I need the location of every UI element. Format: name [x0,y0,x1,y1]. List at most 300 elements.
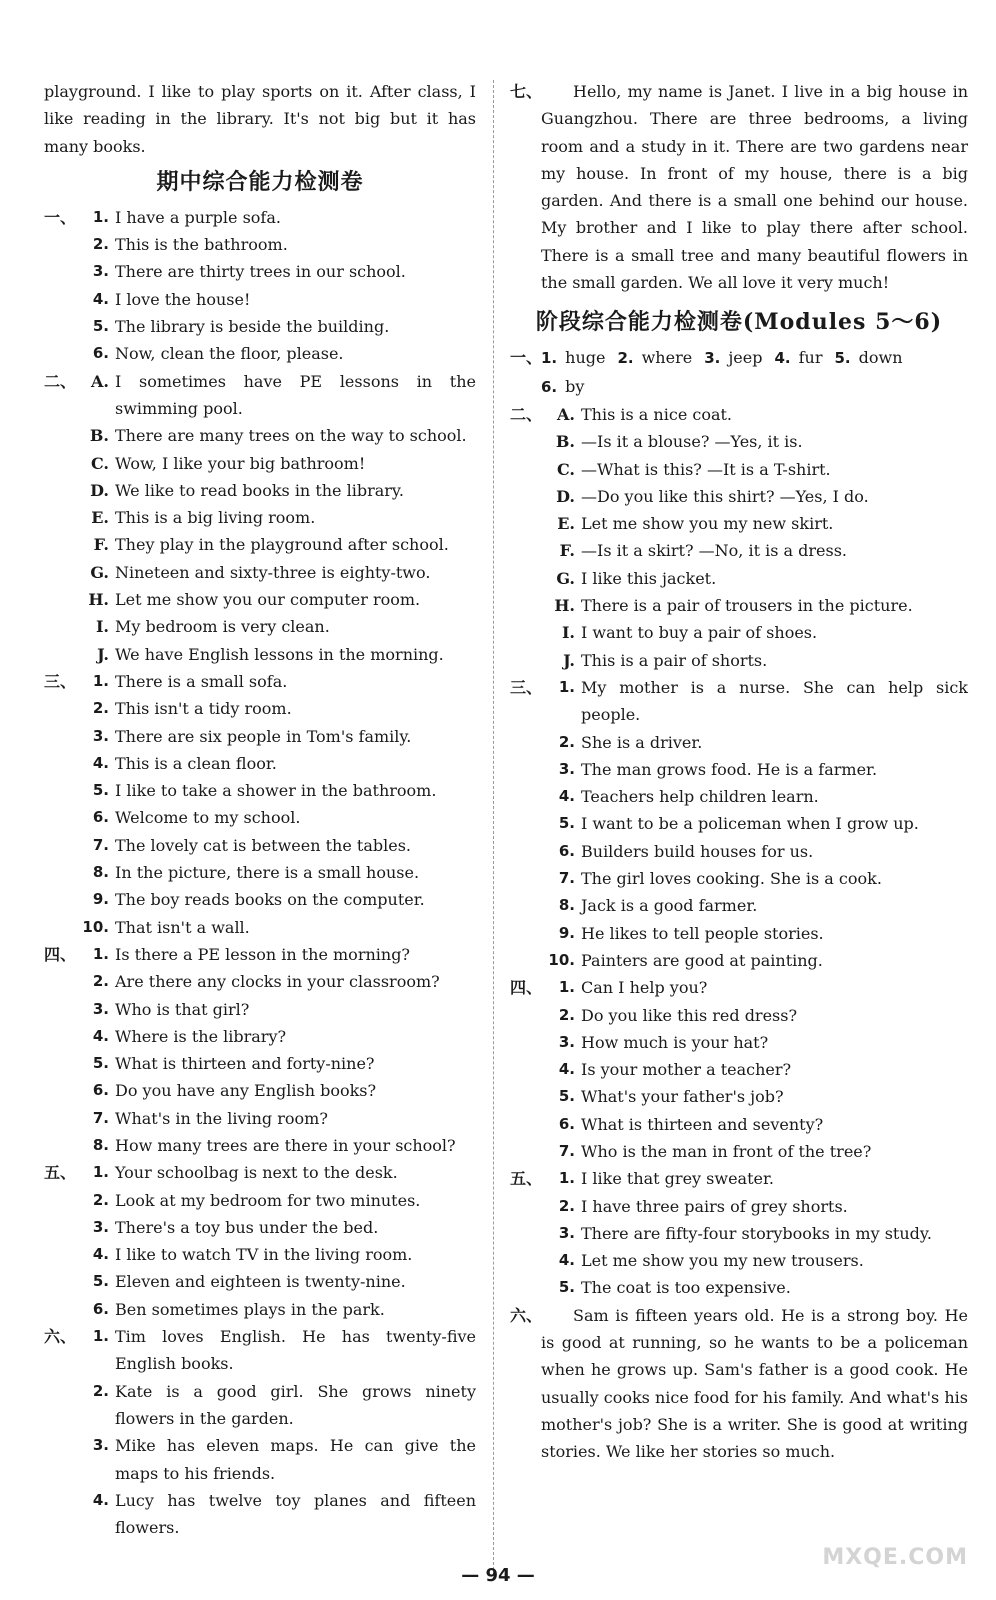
item-text: Who is that girl? [115,999,250,1019]
section-marker [44,313,75,340]
inline-answers [541,344,968,401]
item-number: 5. [92,317,109,336]
answer-item [44,750,476,777]
item-text: I have a purple sofa. [115,207,281,227]
item-text: What's in the living room? [115,1108,328,1128]
answer-item [510,537,968,564]
item-text: This isn't a tidy room. [115,699,292,719]
item-number: 9. [92,890,109,909]
answer-item [44,1268,476,1295]
section-marker [44,340,75,367]
answer-item [44,477,476,504]
section-marker [510,865,541,892]
section-marker [44,559,75,586]
answer-item [510,1220,968,1247]
item-text: What is thirteen and seventy? [581,1114,824,1134]
item-text: There is a small sofa. [115,671,288,691]
item-number: G. [90,562,109,582]
section-6 [510,1302,968,1466]
item-number: 2. [92,235,109,254]
answer-item [44,777,476,804]
midterm-title: 期中综合能力检测卷 [156,168,364,195]
section-marker [510,1083,541,1110]
item-text: Is your mother a teacher? [581,1060,792,1080]
answer-item [510,920,968,947]
section-marker [510,647,541,674]
section-marker [510,537,541,564]
item-text: Builders build houses for us. [581,841,814,861]
item-text: How much is your hat? [581,1032,769,1052]
section-marker [510,892,541,919]
section-marker [44,859,75,886]
section-marker [510,1138,541,1165]
item-number: G. [556,568,575,588]
item-number: 3. [92,262,109,281]
section-marker: 七、 [510,82,543,101]
answer-item [510,456,968,483]
item-number: 2. [558,1005,575,1024]
item-text: fur [798,348,823,368]
item-number: 3. [558,759,575,778]
item-text: There's a toy bus under the bed. [115,1217,379,1237]
item-number: B. [555,432,575,452]
answer-item [44,1214,476,1241]
answer-item [510,1274,968,1301]
item-text: I like to watch TV in the living room. [115,1245,413,1265]
section-marker [510,1056,541,1083]
item-number: 1. [558,978,575,997]
item-number: 6. [92,1299,109,1318]
item-number: 4. [92,753,109,772]
section-marker [510,565,541,592]
section-marker: 三、 [44,671,77,691]
section-marker [44,1023,75,1050]
answer-item [44,504,476,531]
passage-text: Hello, my name is Janet. I live in a big house in Guangzhou. There are three bedrooms, a living room and a study in it. There are two gardens near my house. In front of my house, there is a big garden. And there is a small one behind our house. My brother and I like to play there after school. There is a small tree and many beautiful flowers in the small garden. We all love it very much! [541,82,968,293]
section-marker: 五、 [44,1163,77,1183]
answer-item [44,668,476,695]
item-number: 5. [558,1087,575,1106]
item-text: huge [565,348,606,368]
item-number: 6. [92,1081,109,1100]
section-marker [510,1247,541,1274]
item-text: jeep [728,348,763,368]
item-number: 3. [92,1436,109,1455]
answer-item [510,619,968,646]
inline-answer [704,344,762,372]
answer-item [510,756,968,783]
item-number: 4. [558,787,575,806]
item-number: 7. [558,1141,575,1160]
item-number: 2. [92,699,109,718]
section-marker [44,777,75,804]
item-text: They play in the playground after school. [115,535,449,555]
item-text: There are many trees on the way to school. [115,426,467,446]
item-text: The man grows food. He is a farmer. [581,759,878,779]
item-text: —Is it a skirt? —No, it is a dress. [581,541,847,561]
item-text: Kate is a good girl. She grows ninety flowers in the garden. [115,1381,476,1428]
section-marker [510,810,541,837]
item-number: 6. [558,841,575,860]
item-number: 6. [541,377,558,396]
item-text: Are there any clocks in your classroom? [115,972,440,992]
item-number: 4. [92,1026,109,1045]
inline-answer [541,373,584,401]
item-text: —Is it a blouse? —Yes, it is. [581,432,803,452]
answer-item [44,368,476,423]
item-number: 4. [92,1490,109,1509]
item-text: He likes to tell people stories. [581,923,824,943]
section-marker [510,947,541,974]
section-1-inline [510,344,968,401]
item-text: Where is the library? [115,1026,287,1046]
item-number: A. [91,371,109,391]
item-number: I. [95,617,109,637]
answer-item [510,510,968,537]
right-column [510,78,968,1466]
answer-item [44,586,476,613]
item-text: where [641,348,693,368]
left-column [44,78,476,1541]
answer-item [44,886,476,913]
item-text: Look at my bedroom for two minutes. [115,1190,421,1210]
item-number: H. [88,590,109,610]
inline-answer [774,344,822,372]
item-number: 8. [558,896,575,915]
item-number: 10. [82,917,109,936]
inline-answer [617,344,692,372]
item-number: H. [554,596,575,616]
item-text: What's your father's job? [581,1087,784,1107]
section-marker: 五、 [510,1169,543,1189]
answer-item [510,1002,968,1029]
section-marker [44,450,75,477]
answer-item [510,974,968,1001]
section-marker [44,1241,75,1268]
item-number: 8. [92,863,109,882]
answer-item [510,401,968,428]
item-number: 7. [92,1108,109,1127]
answer-item [44,1105,476,1132]
section-marker [44,996,75,1023]
item-text: Eleven and eighteen is twenty-nine. [115,1272,406,1292]
item-text: The coat is too expensive. [581,1278,791,1298]
section-7 [510,78,968,296]
item-number: 1. [92,944,109,963]
answer-item [44,450,476,477]
item-text: The boy reads books on the computer. [115,890,425,910]
answer-item [44,258,476,285]
section-marker [510,483,541,510]
answer-item [510,674,968,729]
item-text: This is a clean floor. [115,753,277,773]
item-number: D. [90,480,109,500]
item-number: 2. [92,1381,109,1400]
item-text: In the picture, there is a small house. [115,863,420,883]
section-marker [44,804,75,831]
section-marker [44,968,75,995]
answer-item [510,1193,968,1220]
item-text: We like to read books in the library. [115,480,404,500]
answer-item [510,729,968,756]
item-text: Who is the man in front of the tree? [581,1141,872,1161]
section-marker: 六、 [44,1327,77,1347]
section-marker [510,1193,541,1220]
item-number: 1. [92,1163,109,1182]
answer-item [44,422,476,449]
answer-item [44,941,476,968]
item-text: Welcome to my school. [115,808,301,828]
section-marker [44,504,75,531]
item-text: I have three pairs of grey shorts. [581,1196,848,1216]
section-marker [510,783,541,810]
answer-item [510,865,968,892]
item-text: The library is beside the building. [115,317,390,337]
item-text: Teachers help children learn. [581,787,819,807]
section-marker [510,1274,541,1301]
answer-item [44,723,476,750]
item-text: The lovely cat is between the tables. [115,835,412,855]
section-marker: 四、 [510,978,543,998]
item-number: 10. [548,950,575,969]
item-number: 1. [92,671,109,690]
section-marker [44,1268,75,1295]
item-text: —What is this? —It is a T-shirt. [581,459,831,479]
section-marker: 二、 [44,371,77,391]
section-marker [44,723,75,750]
item-number: 9. [558,923,575,942]
item-text: Let me show you our computer room. [115,590,421,610]
item-number: 5. [92,1272,109,1291]
item-text: Nineteen and sixty-three is eighty-two. [115,562,431,582]
answer-item [510,565,968,592]
answer-item [44,1487,476,1542]
left-answer-sections [44,204,476,1542]
section-marker [510,592,541,619]
section-marker [510,756,541,783]
item-text: Painters are good at painting. [581,950,823,970]
answer-item [44,531,476,558]
item-number: C. [556,459,575,479]
section-marker [44,477,75,504]
answer-item [510,483,968,510]
section-marker [44,286,75,313]
item-text: by [565,376,585,396]
item-number: I. [561,623,575,643]
section-marker [44,695,75,722]
item-number: 4. [92,289,109,308]
item-text: I like that grey sweater. [581,1169,774,1189]
item-text: She is a driver. [581,732,703,752]
item-text: There are thirty trees in our school. [115,262,406,282]
answer-item [510,1247,968,1274]
answer-item [510,1111,968,1138]
item-text: I want to buy a pair of shoes. [581,623,818,643]
item-text: Your schoolbag is next to the desk. [115,1163,398,1183]
item-text: Is there a PE lesson in the morning? [115,944,411,964]
item-number: E. [557,514,575,534]
item-number: J. [97,644,109,664]
item-text: Can I help you? [581,978,708,998]
answer-item [44,1159,476,1186]
answer-item [44,1050,476,1077]
section-marker [44,1187,75,1214]
section-marker [44,258,75,285]
item-number: 4. [92,1245,109,1264]
section-marker [44,641,75,668]
item-number: 3. [704,349,721,368]
item-number: 4. [558,1251,575,1270]
item-text: I want to be a policeman when I grow up. [581,814,919,834]
item-number: B. [89,426,109,446]
page-number: — 94 — [461,1565,535,1586]
answer-item [44,1378,476,1433]
item-number: 6. [558,1114,575,1133]
answer-item [44,1187,476,1214]
section-marker [44,1432,75,1487]
item-number: 2. [558,732,575,751]
item-text: Let me show you my new trousers. [581,1251,864,1271]
section-marker: 一、 [510,348,543,368]
section-marker [44,1105,75,1132]
section-marker [510,619,541,646]
answer-item [44,1023,476,1050]
item-text: What is thirteen and forty-nine? [115,1054,375,1074]
section-marker [44,914,75,941]
section-marker [44,1077,75,1104]
answer-item [44,286,476,313]
section-marker [44,586,75,613]
item-text: Jack is a good farmer. [581,896,758,916]
item-number: J. [563,650,575,670]
item-number: 6. [92,808,109,827]
section-marker [44,531,75,558]
item-number: 3. [92,726,109,745]
section-marker [44,750,75,777]
item-number: 1. [92,207,109,226]
answer-item [44,1241,476,1268]
inline-answer [835,344,903,372]
answer-item [510,1056,968,1083]
item-text: There are fifty-four storybooks in my study. [581,1223,932,1243]
item-number: 2. [92,1190,109,1209]
passage-text: Sam is fifteen years old. He is a strong boy. He is good at running, so he wants to be a policeman when he grows up. Sam's father is a good cook. He usually cooks nice food for his family. And what's his mother's job? She is a writer. She is good at writing stories. We like her stories so much. [541,1305,968,1462]
section-marker [44,1487,75,1542]
answer-item [510,592,968,619]
section-marker: 二、 [510,404,543,424]
answer-item [44,914,476,941]
answer-item [44,613,476,640]
answer-item [44,996,476,1023]
section-marker: 六、 [510,1305,543,1325]
answer-item [44,695,476,722]
watermark: MXQE.COM [822,1545,968,1570]
item-number: 1. [558,1169,575,1188]
answer-item [510,1138,968,1165]
answer-item [510,810,968,837]
answer-item [44,1323,476,1378]
section-marker: 一、 [44,207,77,227]
item-text: Ben sometimes plays in the park. [115,1299,385,1319]
item-text: Let me show you my new skirt. [581,514,834,534]
section-marker [510,1111,541,1138]
item-text: We have English lessons in the morning. [115,644,444,664]
answer-item [44,641,476,668]
section-marker: 三、 [510,677,543,697]
item-number: 2. [92,972,109,991]
item-text: I love the house! [115,289,251,309]
item-text: This is a big living room. [115,508,316,528]
right-answer-sections [510,401,968,1302]
item-number: 7. [558,869,575,888]
item-text: That isn't a wall. [115,917,250,937]
section-marker [510,1220,541,1247]
section-marker [510,729,541,756]
item-text: There is a pair of trousers in the picture. [581,596,913,616]
answer-item [44,231,476,258]
item-number: 8. [92,1135,109,1154]
section-marker [44,1378,75,1433]
section-marker [510,510,541,537]
item-number: E. [91,508,109,528]
answer-item [510,838,968,865]
stage-title: 阶段综合能力检测卷(Modules 5～6) [535,309,943,336]
item-number: 5. [558,1278,575,1297]
item-number: 3. [92,1217,109,1236]
item-number: 4. [558,1060,575,1079]
item-number: 4. [774,349,791,368]
answer-item [44,968,476,995]
answer-item [44,804,476,831]
item-number: 1. [92,1327,109,1346]
item-number: C. [90,453,109,473]
section-marker [44,422,75,449]
answer-item [510,1165,968,1192]
item-text: This is a nice coat. [581,404,733,424]
section-marker [44,613,75,640]
item-text: There are six people in Tom's family. [115,726,412,746]
answer-item [510,1083,968,1110]
answer-item [44,1296,476,1323]
column-divider [493,80,494,1570]
section-marker [44,231,75,258]
item-number: 2. [617,349,634,368]
item-text: The girl loves cooking. She is a cook. [581,869,882,889]
answer-item [510,1029,968,1056]
item-text: How many trees are there in your school? [115,1135,456,1155]
answer-item [44,832,476,859]
answer-item [44,1432,476,1487]
intro-paragraph: playground. I like to play sports on it. After class, I like reading in the library. It's not big but it has many books. [44,82,476,156]
item-text: I like to take a shower in the bathroom. [115,781,437,801]
section-marker [44,1214,75,1241]
section-marker [44,1132,75,1159]
section-marker: 四、 [44,944,77,964]
answer-item [44,1077,476,1104]
section-marker [510,1002,541,1029]
item-text: down [858,348,903,368]
item-number: A. [557,404,575,424]
answer-item [510,647,968,674]
section-marker [44,1296,75,1323]
section-marker [44,886,75,913]
item-number: F. [559,541,575,561]
section-marker [44,1050,75,1077]
section-marker [510,1029,541,1056]
item-number: 5. [558,814,575,833]
item-number: 5. [92,781,109,800]
item-text: —Do you like this shirt? —Yes, I do. [581,486,869,506]
